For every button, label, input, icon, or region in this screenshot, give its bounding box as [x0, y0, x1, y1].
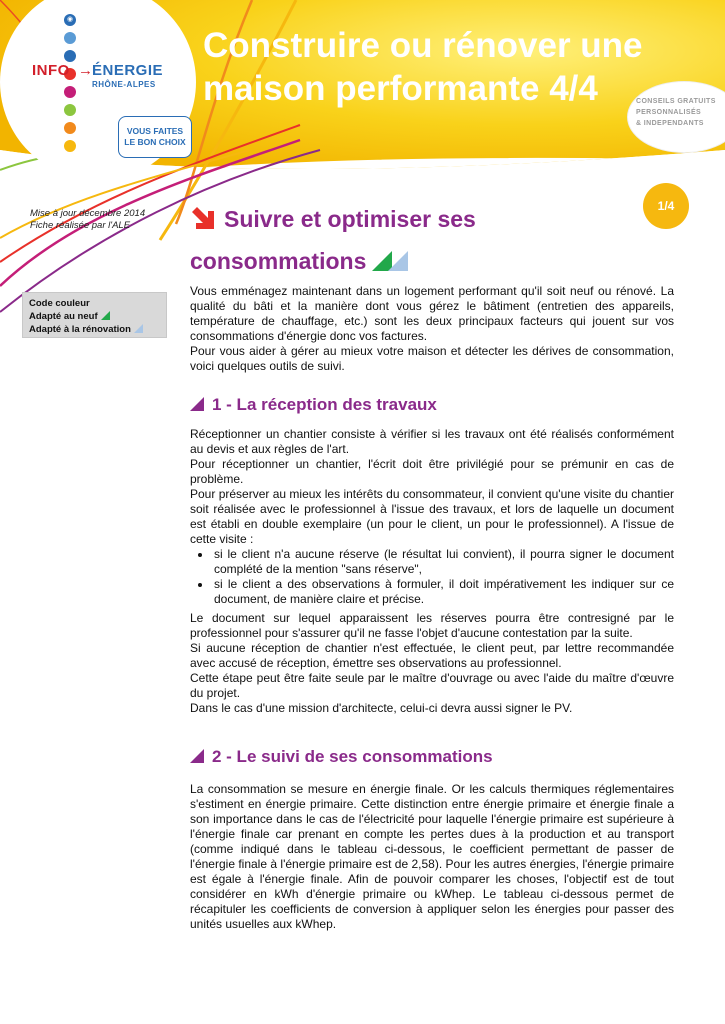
- reception-paragraph-3: Pour préserver au mieux les intérêts du consommateur, il convient qu'une visite du chantier soit réalisée avec le professionnel à l'issue des travaux, et lors de laquelle un document est établi en double exemplaire (un pour le client, un pour le professionnel). A l'issue de cette visite :: [190, 487, 674, 546]
- legend-renovation: [29, 323, 166, 336]
- reception-paragraph-4: Le document sur lequel apparaissent les réserves pourra être contresigné par le professionnel pour s'assurer qu'il ne fasse l'objet d'aucune contestation par la suite.: [190, 611, 674, 640]
- reception-block: [190, 427, 674, 607]
- author-note: Fiche réalisée par l'ALE: [30, 220, 131, 231]
- purple-triangle-icon: [190, 749, 204, 763]
- reception-paragraph-1: Réceptionner un chantier consiste à vérifier si les travaux ont été réalisés conformément au devis et aux règles de l'art.: [190, 427, 674, 456]
- logo-region-text: RHÔNE-ALPES: [92, 80, 156, 89]
- reception-paragraph-2: Pour réceptionner un chantier, l'écrit doit être privilégié pour se prémunir en cas de problème.: [190, 457, 674, 486]
- red-arrow-icon: [190, 205, 216, 231]
- green-triangle-icon: [101, 311, 110, 320]
- list-item: • si le client a des observations à formuler, il doit impérativement les indiquer sur ce document, de manière claire et précise.: [212, 577, 674, 607]
- legend-new-label: Adapté au neuf: [29, 311, 98, 322]
- section-title-line-1: Suivre et optimiser ses: [224, 206, 476, 232]
- heading-suivi: [190, 747, 493, 767]
- title-line-1: Construire ou rénover une: [203, 26, 643, 65]
- update-date: Mise à jour décembre 2014: [30, 208, 146, 219]
- intro-paragraph-1: Vous emménagez maintenant dans un logement performant qu'il soit neuf ou rénové. La qualité du bâti et la manière dont vous gérez le bâtiment (entretien des appareils, température de chauffage, etc.) sont les deux principaux facteurs qui jouent sur vos consommations d'énergie donc vos factures.: [190, 284, 674, 343]
- heading-reception: [190, 395, 437, 415]
- car-icon: [64, 122, 76, 134]
- title-line-2: maison performante 4/4: [203, 69, 598, 108]
- color-code-legend: [22, 292, 167, 338]
- list-item: • si le client n'a aucune réserve (le résultat lui convient), il pourra signer le document complété de la mention "sans réserve",: [212, 547, 674, 577]
- badge-line-2: PERSONNALISÉS: [636, 109, 702, 116]
- reception-paragraph-7: Dans le cas d'une mission d'architecte, celui-ci devra aussi signer le PV.: [190, 701, 573, 715]
- heading-reception-text: 1 - La réception des travaux: [212, 395, 437, 414]
- logo-info-text: INFO: [32, 62, 70, 79]
- purple-triangle-icon: [190, 397, 204, 411]
- reception-paragraph-5: Si aucune réception de chantier n'est effectuée, le client peut, par lettre recommandée avec accusé de réception, émettre ses observations au professionnel.: [190, 641, 674, 670]
- suivi-paragraph-1: La consommation se mesure en énergie finale. Or les calculs thermiques réglementaires s'estiment en énergie primaire. Cette distinction entre énergie primaire et énergie finale a son importance dans le cas de l'électricité pour laquelle l'énergie primaire est supérieure à l'énergie finale car prenant en compte les pertes dues à la production et au transport (comme indiqué dans le tableau ci-dessous, le coefficient permettant de passer de l'énergie finale à l'énergie primaire est de 2,58). Pour les autres énergies, l'énergie primaire est égale à l'énergie finale. Afin de pouvoir comparer les choses, l'objectif est de tout considérer en kWh d'énergie primaire ou kWhep. Le tableau ci-dessous permet de récapituler les coefficients de conversion à appliquer selon les énergies pour passer des unités usuelles aux kWhep.: [190, 782, 674, 931]
- logo: [8, 8, 198, 178]
- reception-block-2: [190, 611, 674, 716]
- person-icon: [64, 140, 76, 152]
- flame-icon: [64, 86, 76, 98]
- reception-paragraph-6: Cette étape peut être faite seule par le maître d'ouvrage ou avec l'aide du maître d'œuvre du projet.: [190, 671, 674, 700]
- suivi-block: [190, 782, 674, 932]
- arrow-icon: →: [78, 62, 93, 79]
- section-title: [190, 198, 630, 282]
- wind-icon: [64, 50, 76, 62]
- legend-renovation-label: Adapté à la rénovation: [29, 324, 131, 335]
- logo-icon-dots: [64, 14, 78, 158]
- blue-triangle-icon: [134, 324, 143, 333]
- intro-block: [190, 284, 674, 374]
- badge-line-3: & INDEPENDANTS: [636, 120, 704, 127]
- reception-bullets: [190, 547, 674, 607]
- services-badge-text: [636, 96, 716, 129]
- logo-energie-text: ÉNERGIE: [92, 62, 164, 79]
- leaf-icon: [64, 104, 76, 116]
- document-meta: [30, 208, 145, 232]
- color-code-title: Code couleur: [29, 298, 90, 309]
- section-title-line-2: consommations: [190, 248, 367, 274]
- page-number-badge: 1/4: [643, 183, 689, 229]
- slogan-line-2: LE BON CHOIX: [124, 137, 186, 147]
- legend-new: [29, 310, 166, 323]
- globe-icon: ◉: [64, 14, 76, 26]
- blue-triangle-icon: [388, 251, 408, 271]
- page-title: [203, 24, 663, 110]
- water-icon: [64, 32, 76, 44]
- slogan-line-1: VOUS FAITES: [126, 126, 184, 136]
- slogan-badge: [118, 116, 192, 158]
- services-badge: [628, 82, 725, 152]
- badge-line-1: CONSEILS GRATUITS: [636, 98, 716, 105]
- heading-suivi-text: 2 - Le suivi de ses consommations: [212, 747, 493, 766]
- intro-paragraph-2: Pour vous aider à gérer au mieux votre maison et détecter les dérives de consommation, voici quelques outils de suivi.: [190, 344, 674, 373]
